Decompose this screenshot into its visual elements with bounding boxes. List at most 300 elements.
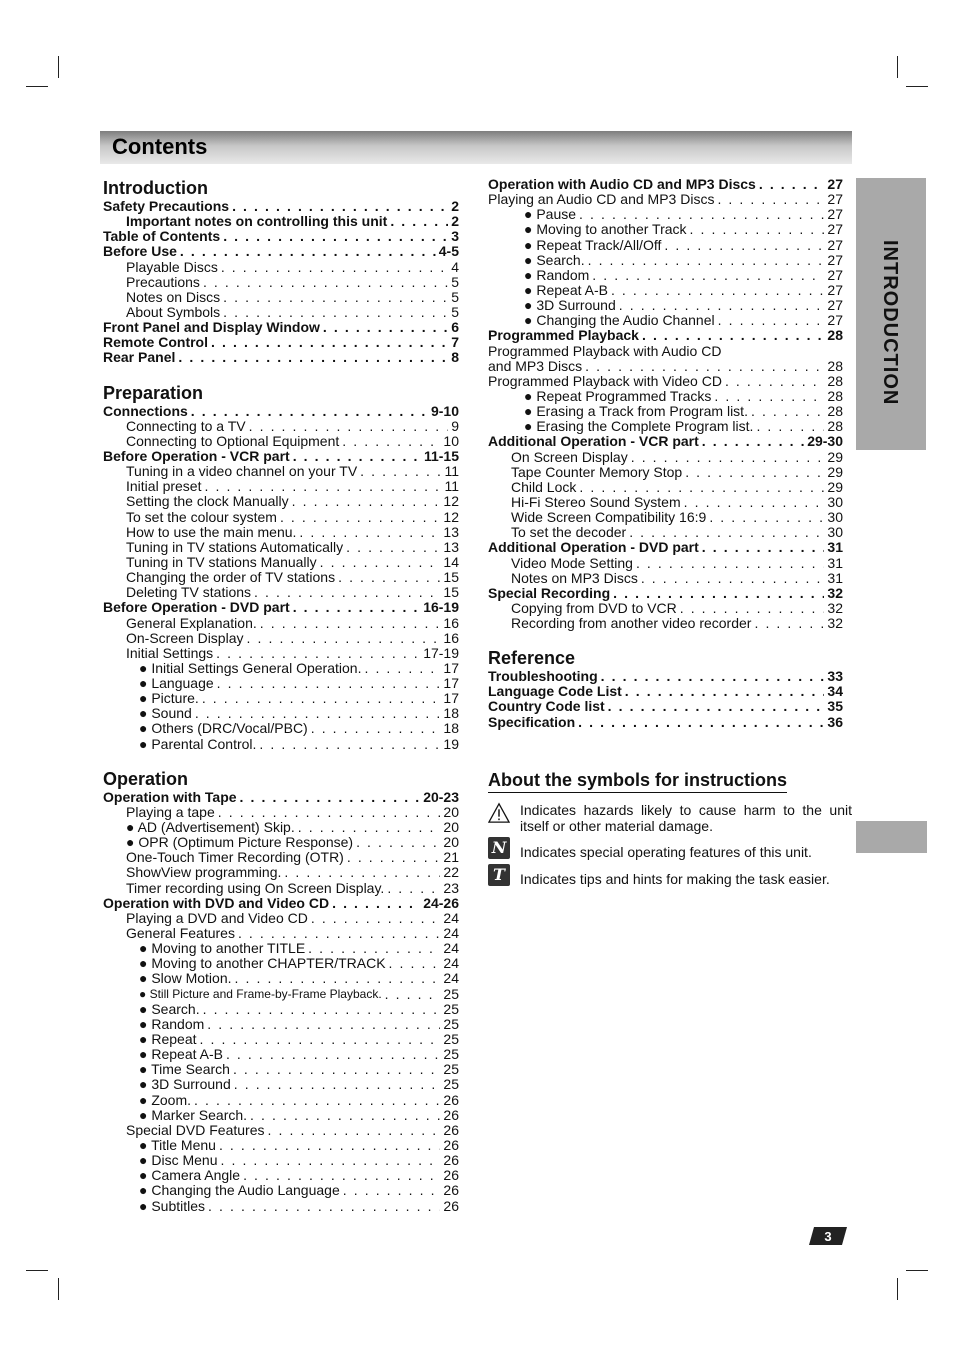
toc-entry-title: and MP3 Discs (488, 357, 583, 374)
toc-leader-dots (211, 335, 448, 350)
toc-entry-title: ● Slow Motion. (139, 970, 232, 987)
toc-entry-title: Recording from another video recorder (511, 615, 752, 632)
toc-entry-title: ● Repeat Track/All/Off (524, 236, 662, 253)
toc-entry (103, 320, 459, 335)
toc-entry (103, 941, 459, 956)
toc-entry-page: 24-26 (423, 894, 459, 911)
toc-entry (488, 419, 843, 434)
contents-banner (100, 131, 852, 164)
toc-leader-dots (235, 971, 441, 986)
toc-entry-title: Operation with Tape (103, 788, 237, 805)
toc-entry-title: Tuning in a video channel on your TV (126, 463, 358, 480)
toc-entry-page: 27 (827, 251, 843, 268)
toc-leader-dots (756, 419, 824, 434)
toc-entry-page: 27 (827, 175, 843, 192)
toc-leader-dots (232, 199, 448, 214)
toc-entry-page: 5 (451, 273, 459, 290)
toc-entry-page: 30 (827, 493, 843, 510)
toc-entry (103, 737, 459, 752)
toc-leader-dots (702, 434, 804, 449)
toc-entry (488, 450, 843, 465)
toc-entry (103, 1199, 459, 1214)
toc-entry-title: Initial preset (126, 478, 202, 495)
toc-leader-dots (390, 214, 448, 229)
toc-leader-dots (343, 1183, 441, 1198)
toc-entry-page: 35 (827, 698, 843, 715)
toc-entry-title: Important notes on controlling this unit (126, 213, 388, 230)
toc-entry (488, 495, 843, 510)
toc-entry (103, 661, 459, 676)
toc-leader-dots (218, 805, 441, 820)
toc-right-column (488, 177, 843, 730)
toc-leader-dots (216, 646, 420, 661)
toc-leader-dots (200, 1032, 441, 1047)
toc-leader-dots (754, 616, 824, 631)
toc-leader-dots (611, 283, 824, 298)
toc-entry (103, 722, 459, 737)
toc-entry (103, 706, 459, 721)
toc-entry (488, 510, 843, 525)
toc-entry-title: ● Moving to another TITLE (139, 940, 306, 957)
toc-entry-title: Tuning in TV stations Manually (126, 553, 317, 570)
toc-entry-page: 27 (827, 236, 843, 253)
toc-entry-page: 25 (443, 1076, 459, 1093)
toc-entry-title: ● 3D Surround (524, 297, 616, 314)
toc-entry-page: 25 (443, 1046, 459, 1063)
toc-entry (103, 1032, 459, 1047)
toc-entry-page: 15 (443, 584, 459, 601)
toc-entry-page: 6 (451, 319, 459, 336)
toc-entry (488, 616, 843, 631)
symbol-row-warning (488, 802, 852, 836)
toc-entry-title: ● Pause (524, 206, 577, 223)
toc-leader-dots (709, 510, 824, 525)
toc-leader-dots (323, 320, 448, 335)
toc-entry-title: ● Title Menu (139, 1137, 216, 1153)
crop-mark (906, 1270, 928, 1271)
toc-entry (103, 896, 459, 911)
section-side-tab (856, 178, 926, 450)
toc-entry (103, 1093, 459, 1108)
toc-entry-title: ● Moving to another CHAPTER/TRACK (139, 955, 386, 972)
toc-entry-title: Wide Screen Compatibility 16:9 (511, 509, 707, 526)
toc-entry (103, 479, 459, 494)
toc-leader-dots (642, 328, 824, 343)
toc-entry (488, 571, 843, 586)
toc-entry-page: 15 (443, 569, 459, 586)
toc-entry (488, 586, 843, 601)
toc-entry-page: 12 (443, 508, 459, 525)
toc-entry-title: Additional Operation - VCR part (488, 433, 699, 450)
toc-entry-title: Playing a tape (126, 803, 215, 820)
toc-entry-page: 25 (443, 1031, 459, 1048)
toc-entry-title: Table of Contents (103, 228, 221, 245)
toc-entry-page: 24 (443, 925, 459, 942)
section-heading: Reference (488, 648, 576, 669)
toc-entry-page: 24 (443, 955, 459, 972)
toc-entry-page: 16 (443, 629, 459, 646)
toc-entry-title: Special DVD Features (126, 1121, 265, 1138)
toc-entry-page: 2 (451, 213, 459, 230)
toc-leader-dots (240, 790, 421, 805)
toc-entry-title: ● Moving to another Track (524, 221, 687, 238)
toc-entry-page: 32 (827, 584, 843, 601)
toc-leader-dots (259, 737, 440, 752)
toc-leader-dots (250, 1108, 440, 1123)
section-heading: Preparation (103, 382, 204, 403)
toc-entry-page: 20 (443, 834, 459, 851)
toc-entry-page: 27 (827, 281, 843, 298)
toc-entry-page: 29 (827, 478, 843, 495)
toc-entry-title: Connecting to a TV (126, 417, 246, 434)
toc-leader-dots (601, 669, 825, 684)
toc-entry (103, 1047, 459, 1062)
crop-mark (58, 56, 59, 78)
toc-entry-title: Changing the order of TV stations (126, 569, 336, 586)
toc-entry-title: Tape Counter Memory Stop (511, 463, 683, 480)
toc-entry (488, 525, 843, 540)
toc-leader-dots (360, 464, 441, 479)
toc-entry (488, 313, 843, 328)
symbol-row-note (488, 837, 852, 859)
page-title: Contents (112, 134, 208, 159)
toc-entry-page: 30 (827, 524, 843, 541)
section-gap (103, 752, 459, 768)
toc-leader-dots (308, 941, 440, 956)
toc-entry (103, 1138, 459, 1153)
toc-entry-page: 21 (443, 849, 459, 866)
toc-entry (103, 404, 459, 419)
toc-entry (103, 275, 459, 290)
toc-leader-dots (364, 661, 440, 676)
toc-entry-page: 29 (827, 463, 843, 480)
toc-entry (103, 1002, 459, 1017)
toc-leader-dots (194, 1093, 440, 1108)
toc-entry-title: General Features (126, 925, 235, 942)
symbol-tip-text: Indicates tips and hints for making the task easier. (520, 871, 830, 887)
toc-entry-title: ● Time Search (139, 1061, 230, 1078)
crop-mark (897, 1278, 898, 1300)
toc-entry (488, 253, 843, 268)
toc-entry-title: Before Operation - VCR part (103, 447, 290, 464)
toc-entry-page: 26 (443, 1182, 459, 1199)
toc-entry (103, 555, 459, 570)
toc-entry-title: ● Repeat A-B (139, 1046, 223, 1063)
toc-entry (103, 1183, 459, 1198)
toc-entry-title: ● Picture. (139, 690, 199, 707)
toc-entry-page: 18 (443, 720, 459, 737)
toc-entry-page: 26 (443, 1197, 459, 1214)
toc-entry (103, 616, 459, 631)
toc-entry (488, 404, 843, 419)
toc-entry-page: 26 (443, 1152, 459, 1169)
toc-entry-title: ● Changing the Audio Channel (524, 312, 715, 329)
toc-entry (488, 192, 843, 207)
toc-leader-dots (254, 585, 440, 600)
toc-entry-page: 10 (443, 432, 459, 449)
toc-entry-title: Troubleshooting (488, 668, 598, 685)
toc-leader-dots (718, 313, 825, 328)
toc-entry-title: Tuning in TV stations Automatically (126, 538, 344, 555)
toc-entry-title: ● Erasing a Track from Program list. (524, 403, 748, 420)
toc-leader-dots (299, 525, 440, 540)
toc-leader-dots (233, 1062, 440, 1077)
toc-entry (103, 865, 459, 880)
toc-leader-dots (685, 465, 824, 480)
toc-entry-title: Special Recording (488, 584, 611, 601)
toc-entry (103, 464, 459, 479)
toc-entry (103, 820, 459, 835)
toc-entry-title: ● Changing the Audio Language (139, 1182, 340, 1199)
toc-entry-title: ● Language (139, 675, 214, 692)
toc-entry-page: 26 (443, 1137, 459, 1153)
toc-leader-dots (260, 616, 441, 631)
toc-entry (103, 600, 459, 615)
toc-leader-dots (202, 691, 441, 706)
toc-entry (488, 238, 843, 253)
toc-entry-page: 28 (827, 327, 843, 344)
toc-entry (488, 283, 843, 298)
toc-entry (103, 244, 459, 259)
toc-entry-page: 16 (443, 614, 459, 631)
toc-entry-page: 27 (827, 297, 843, 314)
toc-entry-page: 31 (827, 569, 843, 586)
toc-entry (488, 207, 843, 222)
toc-entry-title: Timer recording using On Screen Display. (126, 879, 385, 896)
section-heading: Introduction (103, 178, 208, 198)
toc-entry-page: 27 (827, 206, 843, 223)
toc-entry-title: How to use the main menu. (126, 523, 297, 540)
toc-leader-dots (332, 896, 420, 911)
toc-leader-dots (636, 556, 824, 571)
toc-leader-dots (342, 434, 440, 449)
toc-entry-title: Hi-Fi Stereo Sound System (511, 493, 681, 510)
section-heading: Operation (103, 768, 189, 789)
toc-entry-title: Programmed Playback with Video CD (488, 372, 722, 389)
toc-entry-page: 32 (827, 599, 843, 616)
toc-entry-page: 4 (451, 258, 459, 275)
toc-entry (488, 389, 843, 404)
symbol-note-text: Indicates special operating features of this unit. (520, 844, 812, 860)
toc-leader-dots (178, 350, 448, 365)
toc-entry (103, 1168, 459, 1183)
toc-leader-dots (389, 956, 441, 971)
toc-entry (103, 1108, 459, 1123)
toc-entry-title: One-Touch Timer Recording (OTR) (126, 849, 344, 866)
toc-leader-dots (320, 555, 441, 570)
toc-entry-page: 27 (827, 266, 843, 283)
toc-leader-dots (579, 207, 824, 222)
toc-entry-title: Before Use (103, 243, 177, 260)
toc-leader-dots (292, 494, 441, 509)
toc-entry-page: 19 (443, 735, 459, 752)
toc-entry-title: General Explanation. (126, 614, 257, 631)
symbol-row-tip (488, 864, 852, 886)
toc-entry-title: To set the decoder (511, 524, 627, 541)
toc-entry-title: Connections (103, 402, 188, 419)
toc-entry-page: 28 (827, 403, 843, 420)
toc-leader-dots (759, 177, 825, 192)
toc-entry (103, 691, 459, 706)
toc-leader-dots (311, 721, 441, 736)
toc-entry-page: 14 (443, 553, 459, 570)
section-gap (103, 366, 459, 382)
tip-t-icon: T (488, 864, 510, 886)
toc-entry-page: 13 (443, 523, 459, 540)
toc-leader-dots (280, 510, 440, 525)
toc-entry-title: ● Search. (139, 1000, 200, 1017)
toc-entry-page: 31 (827, 539, 843, 556)
toc-entry (103, 199, 459, 214)
toc-entry-page: 12 (443, 493, 459, 510)
toc-leader-dots (578, 715, 824, 730)
toc-entry-title: Operation with DVD and Video CD (103, 894, 330, 911)
toc-entry-page: 9-10 (430, 402, 459, 419)
toc-leader-dots (223, 290, 448, 305)
toc-leader-dots (311, 911, 441, 926)
crop-mark (26, 1270, 48, 1271)
toc-entry (103, 525, 459, 540)
toc-leader-dots (725, 374, 824, 389)
toc-entry-page: 8 (451, 349, 459, 366)
toc-leader-dots (284, 865, 440, 880)
toc-entry (103, 850, 459, 865)
toc-leader-dots (221, 260, 448, 275)
toc-entry-page: 25 (443, 1000, 459, 1017)
toc-entry (488, 328, 843, 343)
toc-entry (488, 669, 843, 684)
toc-entry-title: Notes on MP3 Discs (511, 569, 638, 586)
toc-entry-title: ● Others (DRC/Vocal/PBC) (139, 720, 308, 737)
toc-leader-dots (751, 404, 824, 419)
toc-entry-page: 36 (827, 713, 843, 730)
toc-entry-page: 26 (443, 1106, 459, 1123)
toc-entry-title: ● Camera Angle (139, 1167, 241, 1184)
toc-entry-title: Playable Discs (126, 258, 218, 275)
toc-entry-title: Country Code list (488, 698, 605, 715)
toc-entry-title: Before Operation - DVD part (103, 599, 290, 616)
toc-leader-dots (338, 570, 440, 585)
toc-leader-dots (238, 926, 440, 941)
toc-leader-dots (195, 706, 441, 721)
toc-entry (103, 214, 459, 229)
toc-leader-dots (243, 1168, 440, 1183)
toc-entry (103, 260, 459, 275)
toc-entry (103, 911, 459, 926)
toc-leader-dots (219, 1138, 440, 1153)
page-number-badge (808, 1226, 848, 1246)
toc-entry (103, 1077, 459, 1092)
toc-entry (103, 971, 459, 986)
warning-triangle-icon (488, 802, 510, 824)
toc-entry-page: 20 (443, 819, 459, 836)
toc-entry-title: Safety Precautions (103, 197, 230, 214)
toc-entry (103, 881, 459, 896)
toc-entry-title: Setting the clock Manually (126, 493, 289, 510)
toc-entry-title: Rear Panel (103, 349, 176, 366)
toc-entry-page: 2 (451, 197, 459, 214)
toc-leader-dots (631, 450, 825, 465)
toc-entry (103, 676, 459, 691)
crop-mark (26, 86, 48, 87)
symbol-warning-text: Indicates hazards likely to cause harm to the unit itself or other material damage. (520, 802, 852, 834)
toc-leader-dots (385, 987, 441, 1002)
toc-leader-dots (234, 1077, 441, 1092)
toc-entry (488, 540, 843, 555)
toc-entry-page: 16-19 (423, 599, 459, 616)
toc-entry-title: ● Still Picture and Frame-by-Frame Playback. (139, 986, 382, 1001)
toc-entry (488, 465, 843, 480)
toc-entry-title: ● Subtitles (139, 1197, 206, 1214)
toc-entry (488, 344, 843, 359)
toc-leader-dots (608, 699, 825, 714)
toc-entry-title: On-Screen Display (126, 629, 244, 646)
toc-entry-title: Operation with Audio CD and MP3 Discs (488, 175, 756, 192)
toc-entry-title: On Screen Display (511, 448, 628, 465)
toc-entry-title: Video Mode Setting (511, 554, 633, 571)
toc-entry-title: Programmed Playback (488, 327, 639, 344)
toc-entry-title: ShowView programming. (126, 864, 282, 881)
toc-leader-dots (619, 298, 825, 313)
toc-leader-dots (203, 1002, 441, 1017)
toc-entry (103, 305, 459, 320)
toc-entry-title: Playing an Audio CD and MP3 Discs (488, 191, 715, 208)
toc-left-column (103, 177, 459, 1214)
toc-entry-title: Language Code List (488, 683, 622, 700)
toc-entry (488, 700, 843, 715)
toc-entry-page: 26 (443, 1091, 459, 1108)
toc-entry-title: ● AD (Advertisement) Skip. (126, 819, 295, 836)
toc-entry-page: 20 (443, 803, 459, 820)
toc-entry-title: ● Repeat A-B (524, 281, 608, 298)
toc-leader-dots (579, 480, 824, 495)
toc-leader-dots (293, 600, 420, 615)
toc-entry-page: 11 (444, 478, 459, 495)
toc-entry-page: 34 (827, 683, 843, 700)
toc-entry-page: 27 (827, 312, 843, 329)
toc-entry-title: ● 3D Surround (139, 1076, 231, 1093)
toc-entry (488, 434, 843, 449)
section-gap (488, 631, 843, 647)
toc-leader-dots (207, 1017, 440, 1032)
toc-entry-title: ● Search. (524, 251, 585, 268)
toc-entry-page: 4-5 (438, 243, 459, 260)
toc-entry-page: 28 (827, 372, 843, 389)
toc-entry-page: 32 (827, 615, 843, 632)
toc-entry (488, 715, 843, 730)
toc-entry-title: Playing a DVD and Video CD (126, 909, 308, 926)
toc-entry (488, 298, 843, 313)
toc-entry (488, 601, 843, 616)
toc-entry (103, 1062, 459, 1077)
toc-entry-title: Additional Operation - DVD part (488, 539, 699, 556)
symbols-section-title: About the symbols for instructions (488, 770, 787, 793)
toc-entry (103, 335, 459, 350)
toc-entry-title: Precautions (126, 273, 200, 290)
toc-entry-page: 9 (451, 417, 459, 434)
toc-leader-dots (223, 305, 448, 320)
toc-entry-page: 7 (451, 334, 459, 351)
toc-entry (488, 359, 843, 374)
toc-entry-title: About Symbols (126, 303, 221, 320)
toc-entry (488, 556, 843, 571)
toc-entry-page: 17 (443, 659, 459, 676)
toc-entry-page: 28 (827, 418, 843, 435)
toc-entry (488, 268, 843, 283)
toc-entry-title: ● Parental Control. (139, 735, 257, 752)
crop-mark (906, 86, 928, 87)
toc-leader-dots (613, 586, 824, 601)
